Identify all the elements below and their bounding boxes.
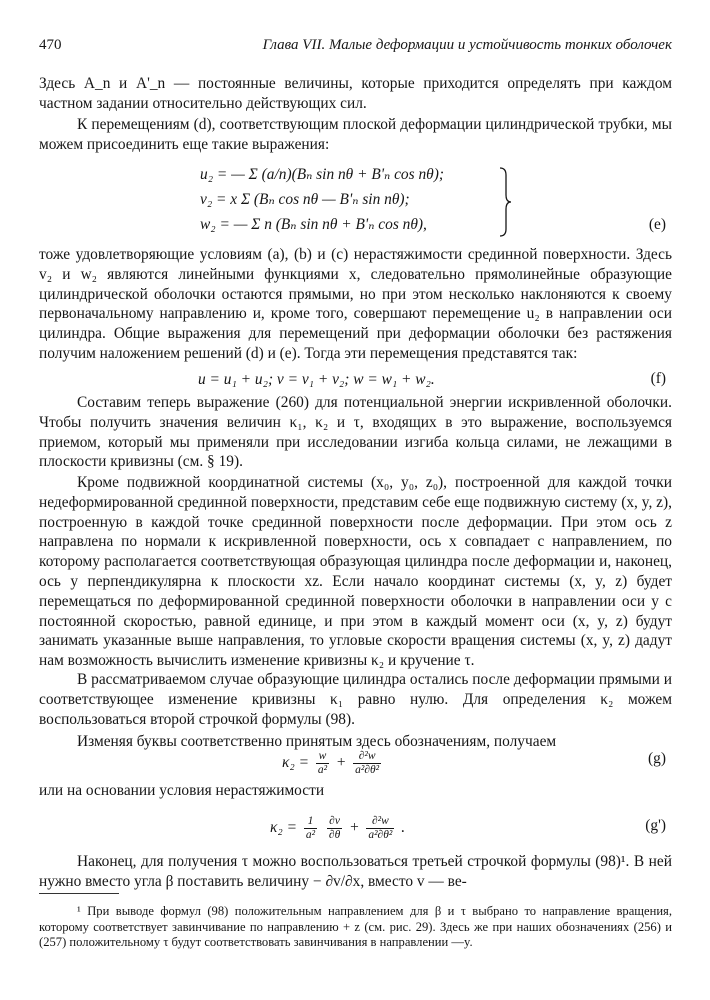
- equation-g-lhs: κ₂ =: [282, 754, 309, 772]
- equation-gp-den3: a²∂θ²: [368, 829, 393, 841]
- page-number: 470: [39, 37, 62, 53]
- equation-gp-num1: 1: [304, 815, 317, 829]
- equation-brace-icon: [498, 167, 512, 237]
- equation-g-den1: a²: [317, 764, 328, 776]
- paragraph-inextensibility: тоже удовлетворяющие условиям (a), (b) и (c) нерастяжимости срединной поверхности. Здесь v₂ и w₂ являются линейными функциями x, следовательно прямолинейные образующие цилиндрической оболочки остаются прямыми, но при этом несколько наклоняются к своему первоначальному направлению и, кроме того, совершают перемещение u₂ в направлении оси цилиндра. Общие выражения для перемещений при деформации оболочки без растяжения получим наложением решений (d) и (e). Тогда эти перемещения представятся так:: [39, 246, 672, 362]
- footnote: ¹ При выводе формул (98) положительным направлением для β и τ выбрано то направление вращения, которому соответствует завинчивание по направлению + z (см. рис. 29). Здесь же при наших обозначениях (256) и (257) положительному τ будут соответствовать завинчивания в направлении —y.: [39, 904, 672, 949]
- equation-g-den2: a²∂θ²: [355, 764, 380, 776]
- footnote-divider: [39, 893, 119, 894]
- equation-v2: v₂ = x Σ (Bₙ cos nθ — B'ₙ sin nθ);: [200, 191, 410, 208]
- equation-tag-f: (f): [650, 370, 666, 387]
- equation-gp-num2: ∂v: [327, 815, 342, 829]
- equation-g-fraction-2: [353, 750, 381, 777]
- equation-gp-plus: +: [349, 819, 360, 837]
- equation-g-num1: w: [316, 750, 329, 764]
- equation-g-prime: [270, 815, 405, 842]
- equation-tag-e: (e): [648, 216, 666, 233]
- equation-gp-den2: ∂θ: [328, 829, 341, 841]
- equation-tag-g-prime: (g'): [645, 817, 666, 834]
- equation-g-plus: +: [335, 754, 347, 772]
- equation-w2: w₂ = — Σ n (Bₙ sin nθ + B'ₙ cos nθ),: [200, 216, 427, 233]
- paragraph-potential-energy: Составим теперь выражение (260) для потенциальной энергии искривленной оболочки. Чтобы получить значения величин κ₁, κ₂ и τ, входящих в это выражение, воспользуемся приемом, который мы применяли при исследовании изгиба кольца силами, не лежащими в плоскости кривизны (см. § 19).: [39, 394, 672, 471]
- equation-g-fraction-1: [316, 750, 329, 777]
- equation-gp-lhs: κ₂ =: [270, 819, 297, 837]
- equation-gp-fraction-2: [327, 815, 342, 842]
- equation-gp-fraction-1: [304, 815, 317, 842]
- paragraph-moving-system: Кроме подвижной координатной системы (x₀, y₀, z₀), построенной для каждой точки недеформированной срединной поверхности, представим себе еще подвижную систему (x, y, z), построенную в каждой точке срединной поверхности после деформации. При этом ось z направлена по нормали к искривленной поверхности, ось x совпадает с направлением, по которому располагается соответствующая образующая цилиндра после деформации и, наконец, ось y перпендикулярна к плоскости xz. Если начало координат системы (x, y, z) будет перемещаться по деформированной срединной поверхности оболочки в направлении оси y с постоянной скоростью, равной единице, и при этом в каждый момент оси (x, y, z) будут занимать указанные выше направления, то угловые скорости вращения системы (x, y, z) дадут нам возможность вычислить изменение кривизны κ₂ и кручение τ.: [39, 474, 672, 670]
- equation-g: [282, 750, 384, 777]
- equation-u2: u₂ = — Σ (a/n)(Bₙ sin nθ + B'ₙ cos nθ);: [200, 166, 444, 183]
- running-title: Глава VII. Малые деформации и устойчивость тонких оболочек: [262, 37, 672, 53]
- paragraph-notation: Изменяя буквы соответственно принятым здесь обозначениям, получаем: [77, 733, 557, 750]
- equation-f: u = u₁ + u₂; v = v₁ + v₂; w = w₁ + w₂.: [198, 371, 435, 388]
- equation-gp-den1: a²: [305, 829, 316, 841]
- paragraph-inextensibility-condition: или на основании условия нерастяжимости: [39, 782, 325, 799]
- running-header: [39, 37, 672, 59]
- equation-gp-fraction-3: [366, 815, 394, 842]
- paragraph-generators: В рассматриваемом случае образующие цилиндра остались после деформации прямыми и соответствующее изменение кривизны κ₁ равно нулю. Для определения κ₂ можем воспользоваться второй строчкой формулы (98).: [39, 671, 672, 728]
- paragraph-constants: Здесь A_n и A'_n — постоянные величины, которые приходится определять при каждом частном задании относительно действующих сил.: [39, 75, 672, 112]
- paragraph-displacements-intro: К перемещениям (d), соответствующим плоской деформации цилиндрической трубки, мы можем присоединить еще такие выражения:: [39, 116, 672, 153]
- equation-tag-g: (g): [648, 750, 666, 767]
- equation-gp-num3: ∂²w: [366, 815, 394, 829]
- equation-g-num2: ∂²w: [353, 750, 381, 764]
- equation-gp-end: .: [401, 819, 406, 837]
- paragraph-torsion: Наконец, для получения τ можно воспользоваться третьей строчкой формулы (98)¹. В ней нужно вместо угла β поставить величину − ∂v/∂x, вместо v — ве-: [39, 853, 672, 890]
